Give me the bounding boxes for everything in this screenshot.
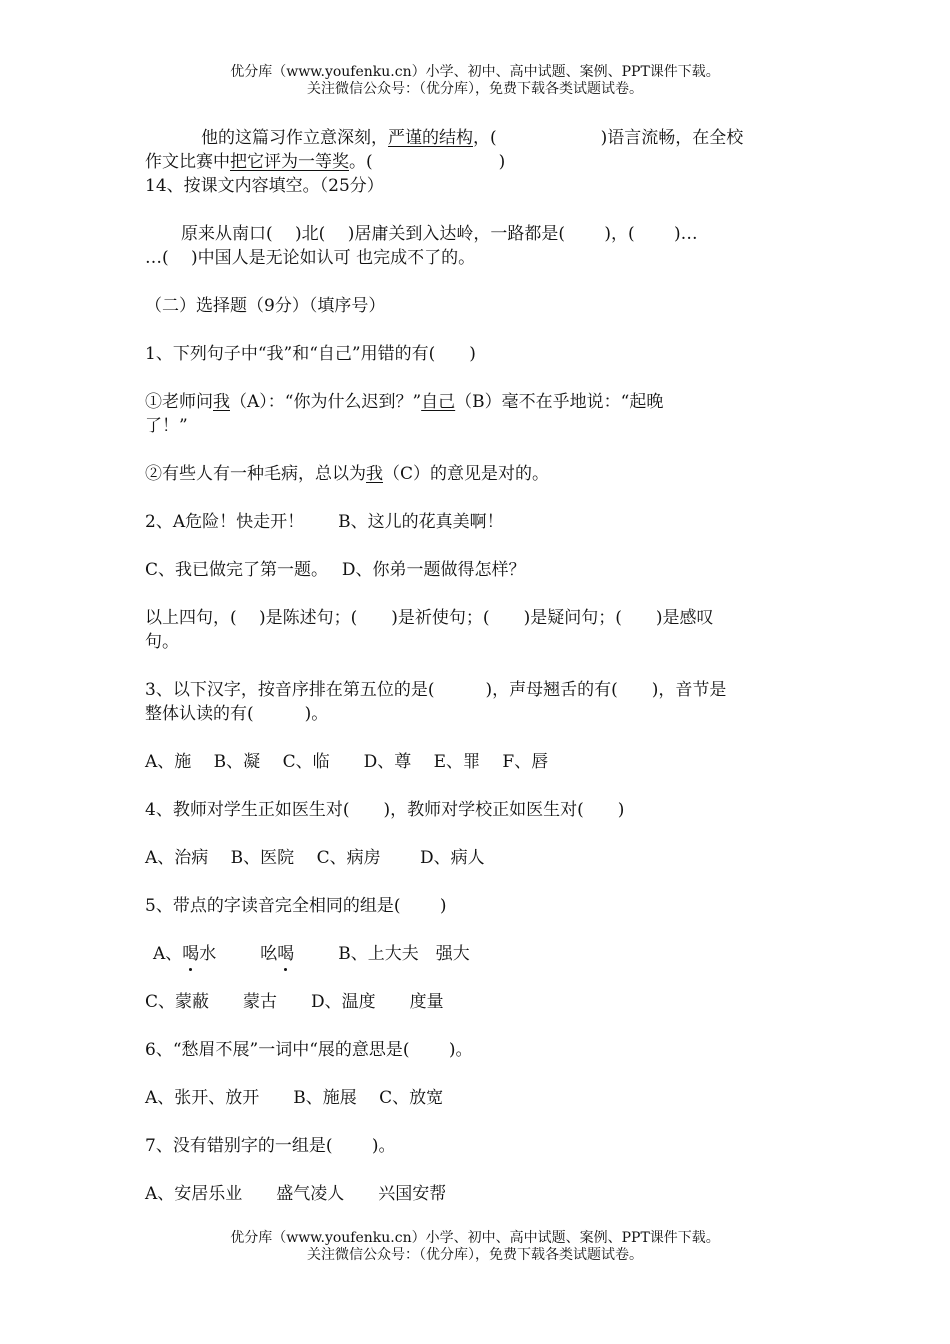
text-segment: ①老师问: [145, 392, 213, 412]
question-3-line-2: 整体认读的有( )。: [145, 704, 329, 724]
text-line-1: [145, 126, 810, 150]
page-footer: [0, 1230, 950, 1264]
fill-blank-line-1: 原来从南口( )北( )居庸关到入达岭，一路都是( )，( )…: [181, 224, 698, 244]
text-segment: 他的这篇习作立意深刻，: [201, 128, 388, 148]
dotted-char: 喝: [182, 944, 200, 964]
page-header: [0, 64, 950, 98]
question-14: 14、按课文内容填空。（25分）: [145, 176, 384, 196]
section-heading: （二）选择题（9分）（填序号）: [145, 296, 386, 316]
question-5-option-c-d: C、蒙蔽 蒙古 D、温度 度量: [145, 992, 444, 1012]
underlined-word: 我: [213, 392, 230, 412]
question-2-line-2: C、我已做完了第一题。 D、你弟一题做得怎样？: [145, 560, 526, 580]
underlined-phrase: 严谨的结构: [388, 128, 473, 148]
question-2-line-1: 2、A危险！快走开！ B、这儿的花真美啊！: [145, 512, 504, 532]
option-label: A、: [153, 944, 183, 964]
question-4-options: A、治病 B、医院 C、病房 D、病人: [145, 848, 485, 868]
text-segment: ): [498, 152, 506, 172]
text-segment: ②有些人有一种毛病，总以为: [145, 464, 366, 484]
underlined-word: 自己: [421, 392, 456, 412]
text-segment: 作文比赛中: [145, 152, 230, 172]
text-segment: ，(: [473, 128, 497, 148]
question-3-options: A、施 B、凝 C、临 D、尊 E、罪 F、唇: [145, 752, 549, 772]
text-segment: 水: [199, 944, 217, 964]
question-7-option-a: A、安居乐业 盛气凌人 兴国安帮: [145, 1184, 447, 1204]
question-4: 4、教师对学生正如医生对( )，教师对学校正如医生对( ): [145, 800, 625, 820]
footer-line-1: 优分库（www.youfenku.cn）小学、初中、高中试题、案例、PPT课件下载。: [230, 1230, 720, 1246]
question-3-line-1: 3、以下汉字，按音序排在第五位的是( )，声母翘舌的有( )，音节是: [145, 680, 727, 700]
question-5-option-a-b: [145, 942, 810, 966]
question-1-option-2: [145, 462, 810, 486]
text-segment: （B）毫不在乎地说：“起晚: [455, 392, 664, 412]
question-6: 6、“愁眉不展”一词中“展的意思是( )。: [145, 1040, 473, 1060]
footer-line-2: 关注微信公众号：（优分库），免费下载各类试题试卷。: [307, 1247, 643, 1263]
text-segment: （A）：“你为什么迟到？”: [230, 392, 422, 412]
question-1-option-1: [145, 390, 810, 414]
question-2-line-4: 句。: [145, 632, 179, 652]
header-line-1: 优分库（www.youfenku.cn）小学、初中、高中试题、案例、PPT课件下载。: [230, 64, 720, 80]
text-segment: B、上大夫 强大: [338, 944, 470, 964]
text-segment: 吆: [260, 944, 278, 964]
text-line-2: [145, 150, 810, 174]
header-line-2: 关注微信公众号：（优分库），免费下载各类试题试卷。: [307, 81, 643, 97]
question-7: 7、没有错别字的一组是( )。: [145, 1136, 396, 1156]
text-segment: 。(: [349, 152, 373, 172]
text-segment: )语言流畅，在全校: [600, 128, 744, 148]
question-2-line-3: 以上四句，( )是陈述句；( )是祈使句；( )是疑问句；( )是感叹: [145, 608, 714, 628]
question-1: 1、下列句子中“我”和“自己”用错的有( ): [145, 344, 476, 364]
question-6-options: A、张开、放开 B、施展 C、放宽: [145, 1088, 444, 1108]
underlined-word: 我: [366, 464, 383, 484]
question-5: 5、带点的字读音完全相同的组是( ): [145, 896, 447, 916]
underlined-phrase: 把它评为一等奖: [230, 152, 349, 172]
dotted-char: 喝: [277, 944, 295, 964]
text-segment: （C）的意见是对的。: [383, 464, 550, 484]
question-1-option-1-cont: 了！”: [145, 416, 188, 436]
fill-blank-line-2: …( )中国人是无论如认可 也完成不了的。: [145, 248, 476, 268]
